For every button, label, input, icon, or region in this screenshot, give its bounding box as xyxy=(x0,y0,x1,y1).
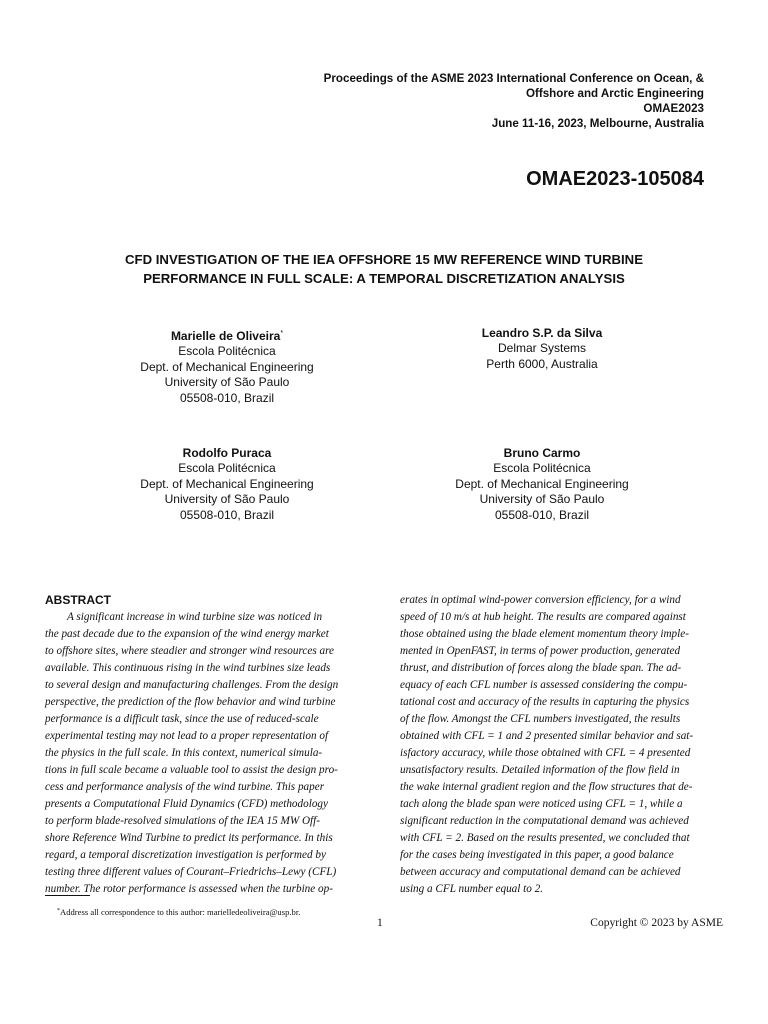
proceedings-line: OMAE2023 xyxy=(643,102,704,115)
abstract-line: the past decade due to the expansion of the wind energy market xyxy=(45,628,329,640)
abstract-line: for the cases being investigated in this paper, a good balance xyxy=(400,849,674,861)
copyright-notice: Copyright © 2023 by ASME xyxy=(590,917,723,929)
footnote-mark: * xyxy=(57,908,60,914)
abstract-line: thrust, and distribution of forces along the blade span. The ad- xyxy=(400,662,682,674)
paper-title xyxy=(60,250,708,288)
abstract-line: presents a Computational Fluid Dynamics (CFD) methodology xyxy=(45,798,328,810)
abstract-line: using a CFL number equal to 2. xyxy=(400,883,544,895)
affiliation-line: 05508-010, Brazil xyxy=(494,507,590,522)
abstract-line: equacy of each CFL number is assessed considering the compu- xyxy=(400,679,688,691)
affiliation-line: University of São Paulo xyxy=(479,492,605,507)
proceedings-line: June 11-16, 2023, Melbourne, Australia xyxy=(491,117,704,130)
abstract-line: erates in optimal wind-power conversion efficiency, for a wind xyxy=(400,594,681,606)
abstract-line: the physics in the full scale. In this context, numerical simula- xyxy=(45,747,323,759)
author-name: Marielle de Oliveira xyxy=(170,329,281,343)
abstract-line: regard, a temporal discretization investigation is performed by xyxy=(45,849,326,861)
abstract-line: to offshore sites, where steadier and stronger wind resources are xyxy=(45,645,334,657)
abstract-line: mented in OpenFAST, in terms of power production, generated xyxy=(400,645,681,657)
affiliation-line: Escola Politécnica xyxy=(178,344,276,359)
proceedings-line: Offshore and Arctic Engineering xyxy=(525,87,704,100)
title-line: CFD INVESTIGATION OF THE IEA OFFSHORE 15 MW REFERENCE WIND TURBINE xyxy=(125,252,643,267)
abstract-line: with CFL = 2. Based on the results presented, we concluded that xyxy=(400,832,690,844)
affiliation-line: Dept. of Mechanical Engineering xyxy=(455,476,629,491)
affiliation-line: Perth 6000, Australia xyxy=(486,356,598,371)
proceedings-header xyxy=(184,71,704,131)
abstract-line: speed of 10 m/s at hub height. The results are compared against xyxy=(400,611,686,623)
abstract-line: to several design and manufacturing challenges. From the design xyxy=(45,679,339,691)
footnote-mark: * xyxy=(280,330,284,337)
abstract-line: performance is a difficult task, since the use of reduced-scale xyxy=(45,713,319,725)
author-name: Leandro S.P. da Silva xyxy=(481,326,603,340)
abstract-line: between accuracy and computational demand can be achieved xyxy=(400,866,681,878)
author-block xyxy=(77,446,377,523)
abstract-line: A significant increase in wind turbine size was noticed in xyxy=(67,611,323,623)
affiliation-line: 05508-010, Brazil xyxy=(179,390,275,405)
abstract-line: shore Reference Wind Turbine to predict its performance. In this xyxy=(45,832,333,844)
author-name: Bruno Carmo xyxy=(503,446,581,460)
abstract-line: available. This continuous rising in the wind turbines size leads xyxy=(45,662,331,674)
abstract-line: cess and performance analysis of the wind turbine. This paper xyxy=(45,781,325,793)
abstract-heading: ABSTRACT xyxy=(45,593,111,607)
author-name: Rodolfo Puraca xyxy=(182,446,272,460)
abstract-line: to perform blade-resolved simulations of the IEA 15 MW Off- xyxy=(45,815,320,827)
affiliation-line: Escola Politécnica xyxy=(493,461,591,476)
abstract-line: significant reduction in the computational demand was achieved xyxy=(400,815,689,827)
abstract-left-column xyxy=(45,609,368,898)
abstract-line: testing three different values of Courant–Friedrichs–Lewy (CFL) xyxy=(45,866,337,878)
page-number: 1 xyxy=(377,917,383,929)
abstract-line: the wake internal gradient region and the flow structures that de- xyxy=(400,781,693,793)
affiliation-line: 05508-010, Brazil xyxy=(179,507,275,522)
abstract-line: tach along the blade span were noticed using CFL = 1, while a xyxy=(400,798,683,810)
abstract-line: tational cost and accuracy of the results in capturing the physics xyxy=(400,696,690,708)
affiliation-line: Dept. of Mechanical Engineering xyxy=(140,476,314,491)
footnote xyxy=(57,907,300,917)
footnote-text: Address all correspondence to this author: marielledeoliveira@usp.br. xyxy=(60,907,301,917)
author-block xyxy=(392,446,692,523)
abstract-line: perspective, the prediction of the flow behavior and wind turbine xyxy=(45,696,336,708)
abstract-line: experimental testing may not lead to a proper representation of xyxy=(45,730,329,742)
paper-id: OMAE2023-105084 xyxy=(526,168,704,190)
proceedings-line: Proceedings of the ASME 2023 International Conference on Ocean, & xyxy=(323,72,704,85)
affiliation-line: University of São Paulo xyxy=(164,492,290,507)
abstract-line: tions in full scale became a valuable tool to assist the design pro- xyxy=(45,764,338,776)
affiliation-line: Escola Politécnica xyxy=(178,461,276,476)
abstract-line: those obtained using the blade element momentum theory imple- xyxy=(400,628,689,640)
abstract-line: unsatisfactory results. Detailed information of the flow field in xyxy=(400,764,680,776)
abstract-line: isfactory accuracy, while those obtained with CFL = 4 presented xyxy=(400,747,691,759)
author-block xyxy=(392,326,692,372)
affiliation-line: Dept. of Mechanical Engineering xyxy=(140,359,314,374)
abstract-line: obtained with CFL = 1 and 2 presented similar behavior and sat- xyxy=(400,730,694,742)
affiliation-line: Delmar Systems xyxy=(497,341,586,356)
title-line: PERFORMANCE IN FULL SCALE: A TEMPORAL DISCRETIZATION ANALYSIS xyxy=(143,271,625,286)
footnote-divider xyxy=(45,895,90,896)
affiliation-line: University of São Paulo xyxy=(164,375,290,390)
abstract-right-column xyxy=(400,592,723,898)
abstract-line: number. The rotor performance is assessed when the turbine op- xyxy=(45,883,333,895)
abstract-line: of the flow. Amongst the CFL numbers investigated, the results xyxy=(400,713,681,725)
author-block xyxy=(77,326,377,406)
